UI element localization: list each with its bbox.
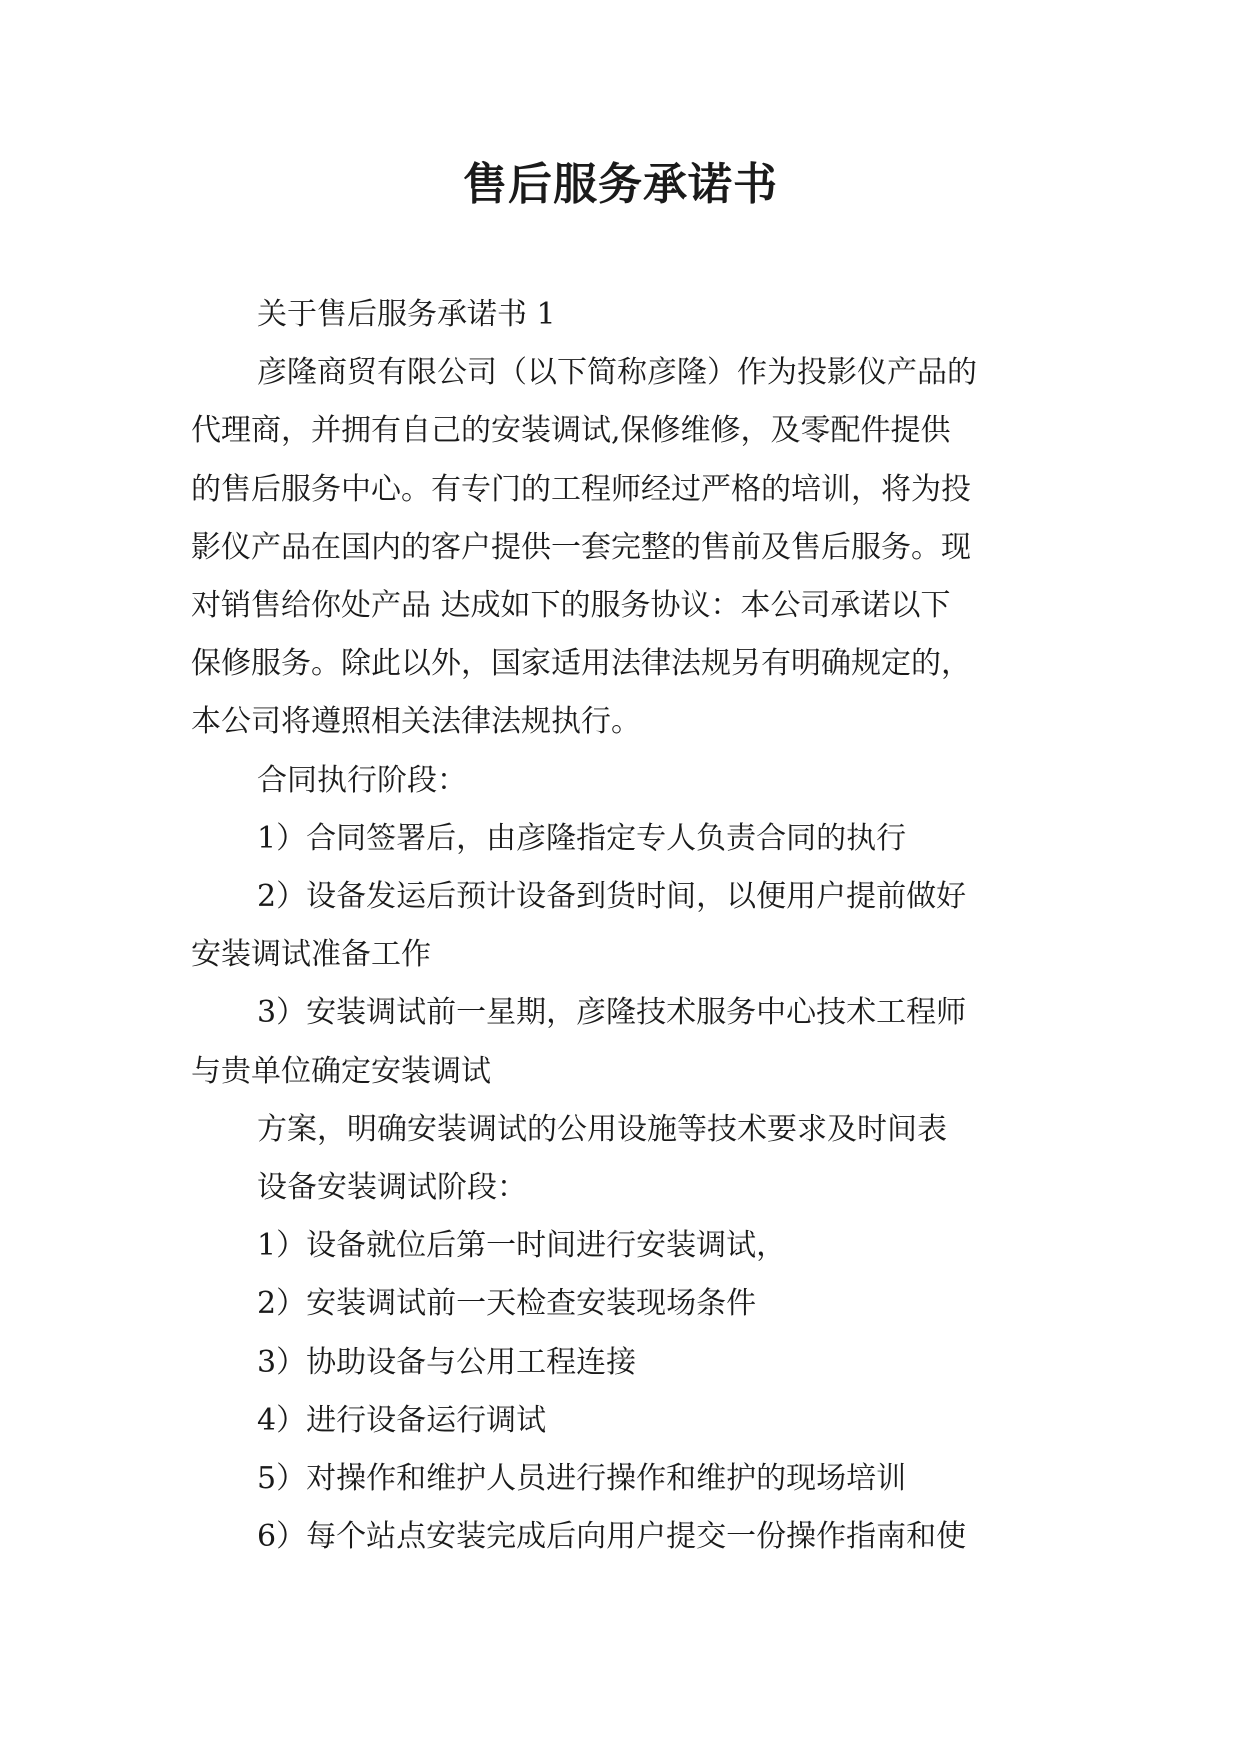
- text-line: 安装调试准备工作: [191, 937, 431, 973]
- text-line: 方案，明确安装调试的公用设施等技术要求及时间表: [257, 1111, 947, 1147]
- text-line: 4）进行设备运行调试: [257, 1402, 547, 1438]
- document-title: 售后服务承诺书: [463, 159, 778, 210]
- text-line: 1）设备就位后第一时间进行安装调试，: [257, 1228, 787, 1264]
- text-line: 的售后服务中心。有专门的工程师经过严格的培训，将为投: [191, 471, 971, 507]
- text-line: 5）对操作和维护人员进行操作和维护的现场培训: [257, 1461, 907, 1497]
- text-line: 1）合同签署后，由彦隆指定专人负责合同的执行: [257, 820, 907, 856]
- text-line: 本公司将遵照相关法律法规执行。: [191, 704, 641, 740]
- text-line: 保修服务。除此以外，国家适用法律法规另有明确规定的，: [191, 646, 971, 682]
- text-line: 影仪产品在国内的客户提供一套完整的售前及售后服务。现: [191, 529, 971, 565]
- text-line: 6）每个站点安装完成后向用户提交一份操作指南和使: [257, 1519, 967, 1555]
- text-line: 合同执行阶段：: [257, 762, 467, 798]
- text-line: 关于售后服务承诺书 1: [257, 297, 556, 332]
- text-line: 2）安装调试前一天检查安装现场条件: [257, 1286, 757, 1322]
- text-line: 代理商，并拥有自己的安装调试,保修维修，及零配件提供: [191, 413, 951, 449]
- text-line: 3）协助设备与公用工程连接: [257, 1344, 637, 1380]
- text-line: 彦隆商贸有限公司（以下简称彦隆）作为投影仪产品的: [257, 355, 977, 391]
- document-body: [191, 286, 1051, 1566]
- text-line: 对销售给你处产品 达成如下的服务协议：本公司承诺以下: [191, 588, 951, 624]
- text-line: 与贵单位确定安装调试: [191, 1053, 491, 1089]
- text-line: 设备安装调试阶段：: [257, 1170, 527, 1206]
- text-line: 3）安装调试前一星期，彦隆技术服务中心技术工程师: [257, 995, 967, 1031]
- text-line: 2）设备发运后预计设备到货时间，以便用户提前做好: [257, 879, 967, 915]
